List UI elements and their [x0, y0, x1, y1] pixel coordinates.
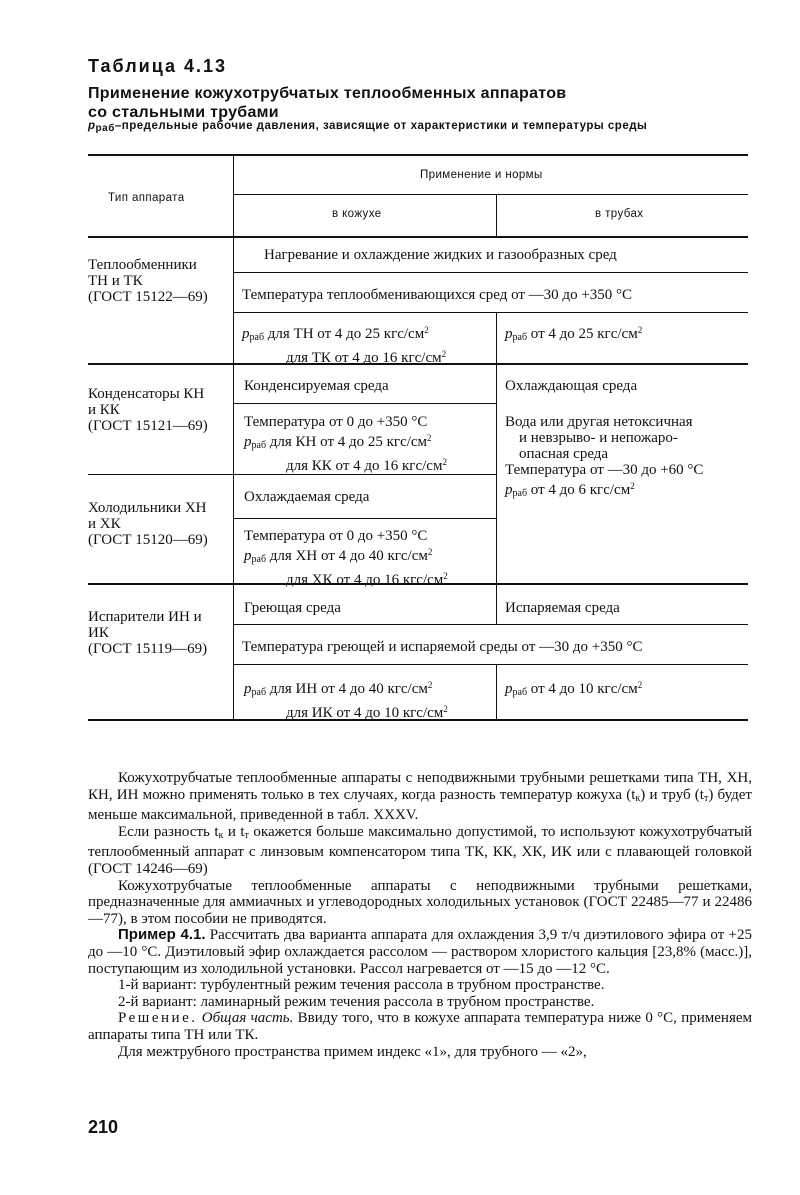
- header-shell: в кожухе: [332, 208, 382, 220]
- paragraph: Кожухотрубчатые теплообменные аппараты с неподвижными трубными решетками, предназначенные для аммиачных и углеводородных холодильных установок (ГОСТ 22485—77 и 22486—77), в этом пособии не приводятся.: [88, 877, 752, 927]
- row-condensers-shell-params: Температура от 0 до +350 °С $р_{раб}$ для КН от 4 до 25 кгс/$см^2$ для КК от 4 до 16 кгс/$см^2$: [244, 414, 447, 474]
- paragraph: Кожухотрубчатые теплообменные аппараты с неподвижными трубными решетками типа ТН, ХН, КН, ИН можно применять только в тех случаях, когда разность температур кожуха $(t_к)$ и труб $(t_т)$ будет меньше максимальной, приведенной в табл. XXXV.: [88, 770, 752, 824]
- row-evaporators-temperature: Температура греющей и испаряемой среды от —30 до +350 °С: [242, 639, 643, 655]
- row-coolers-shell-params: Температура от 0 до +350 °С $р_{раб}$ для ХН от 4 до 40 кгс/$см^2$ для ХК от 4 до 16 кгс/$см^2$: [244, 528, 448, 588]
- table-title: Применение кожухотрубчатых теплообменных аппаратов со стальными трубами: [88, 85, 567, 121]
- row-heat-exchangers-type: Теплообменники ТН и ТК (ГОСТ 15122—69): [88, 257, 208, 305]
- paragraph: Если разность $t_к$ и $t_т$ окажется больше максимально допустимой, то используют кожухотрубчатый теплообменный аппарат с линзовым компенсатором типа ТК, КК, ХК, ИК или с плавающей головкой (ГОСТ 14246—69): [88, 823, 752, 877]
- header-type: Тип аппарата: [108, 192, 185, 204]
- row-evaporators-type: Испарители ИН и ИК (ГОСТ 15119—69): [88, 609, 208, 657]
- row-condensers-tube-medium: Охлаждающая среда: [505, 378, 638, 394]
- row-heat-exchangers-tube-pressure: $р_{раб}$ от 4 до 25 кгс/$см^2$: [505, 325, 643, 343]
- paragraph: 2-й вариант: ламинарный режим течения рассола в трубном пространстве.: [118, 993, 595, 1010]
- row-evaporators-shell-pressure: $р_{раб}$ для ИН от 4 до 40 кгс/$см^2$ для ИК от 4 до 10 кгс/$см^2$: [244, 680, 448, 721]
- paragraph: 1-й вариант: турбулентный режим течения рассола в трубном пространстве.: [118, 977, 605, 994]
- row-evaporators-tube-medium: Испаряемая среда: [505, 600, 620, 616]
- table-label: Таблица 4.13: [88, 56, 228, 76]
- row-evaporators-tube-pressure: $р_{раб}$ от 4 до 10 кгс/$см^2$: [505, 680, 643, 698]
- row-coolers-type: Холодильники ХН и ХК (ГОСТ 15120—69): [88, 500, 208, 548]
- paragraph: Для межтрубного пространства примем индекс «1», для трубного — «2»,: [118, 1043, 587, 1060]
- row-heat-exchangers-shell-pressure: $р_{раб}$ для ТН от 4 до 25 кгс/$см^2$ для ТК от 4 до 16 кгс/$см^2$: [242, 325, 447, 366]
- row-coolers-shell-medium: Охлаждаемая среда: [244, 489, 370, 505]
- row-heat-exchangers-temperature: Температура теплообменивающихся сред от —30 до +350 °С: [242, 287, 633, 303]
- table-subtitle: рраб–предельные рабочие давления, зависящие от характеристики и температуры среды: [88, 120, 648, 134]
- row-condensers-tube-params: Вода или другая нетоксичная и невзрыво- и непожаро- опасная среда Температура от —30 до +60 °С $р_{раб}$ от 4 до 6 кгс/$см^2$: [505, 414, 704, 499]
- header-application: Применение и нормы: [420, 169, 543, 181]
- row-condensers-shell-medium: Конденсируемая среда: [244, 378, 389, 394]
- body-text: [88, 770, 752, 1060]
- header-tubes: в трубах: [595, 208, 644, 220]
- row-heat-exchangers-application: Нагревание и охлаждение жидких и газообразных сред: [264, 247, 617, 263]
- row-evaporators-shell-medium: Греющая среда: [244, 600, 341, 616]
- row-condensers-type: Конденсаторы КН и КК (ГОСТ 15121—69): [88, 386, 208, 434]
- page-number: 210: [88, 1117, 119, 1137]
- paragraph: Решение. Общая часть. Ввиду того, что в кожухе аппарата температура ниже 0 °С, применяем аппараты типа ТН или ТК.: [88, 1010, 753, 1043]
- paragraph: Пример 4.1. Рассчитать два варианта аппарата для охлаждения 3,9 т/ч диэтилового эфира от +25 до —10 °С. Диэтиловый эфир охлаждается рассолом — раствором хлористого кальция [23,8% (масс.)], поступающим из холодильной установки. Рассол нагревается от —15 до —12 °С.: [88, 926, 753, 977]
